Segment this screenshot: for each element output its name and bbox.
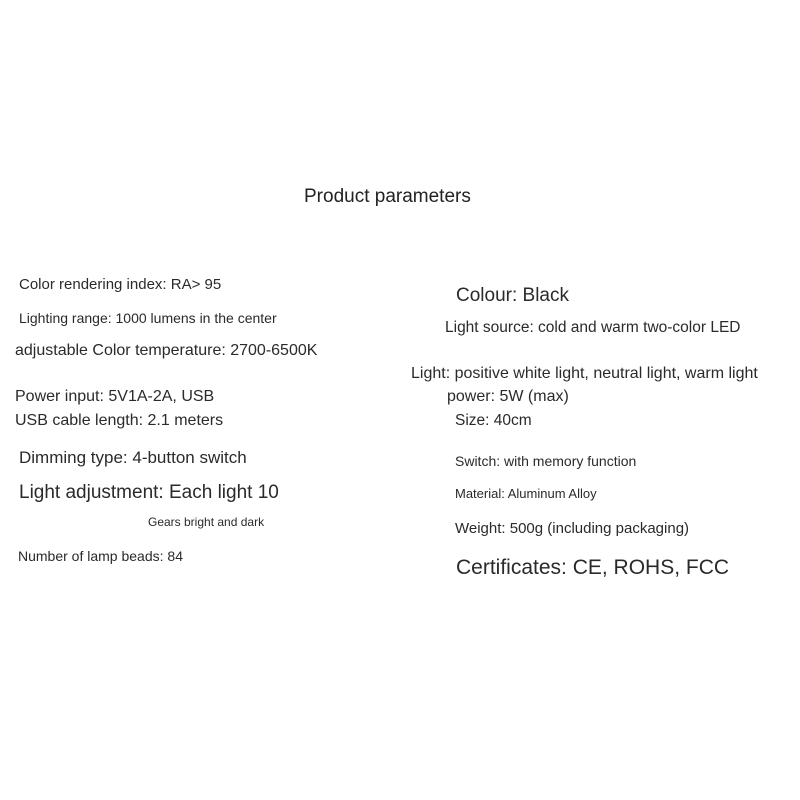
param-dimming-type: Dimming type: 4-button switch (19, 448, 247, 467)
param-certificates: Certificates: CE, ROHS, FCC (456, 556, 730, 579)
param-lighting-range: Lighting range: 1000 lumens in the center (19, 310, 277, 326)
param-light-modes: Light: positive white light, neutral light, warm light (411, 365, 758, 382)
param-usb-cable-length: USB cable length: 2.1 meters (15, 412, 224, 429)
param-size: Size: 40cm (455, 412, 532, 429)
param-colour: Colour: Black (456, 285, 569, 306)
param-light-source: Light source: cold and warm two-color LED (445, 319, 741, 336)
param-light-adjustment: Light adjustment: Each light 10 (19, 482, 279, 503)
param-weight: Weight: 500g (including packaging) (455, 520, 690, 537)
param-color-rendering-index: Color rendering index: RA> 95 (19, 276, 222, 293)
param-material: Material: Aluminum Alloy (455, 486, 597, 501)
param-lamp-beads: Number of lamp beads: 84 (18, 548, 183, 564)
page-title: Product parameters (304, 186, 471, 207)
param-light-adjustment-continued: Gears bright and dark (148, 515, 265, 529)
param-color-temperature: adjustable Color temperature: 2700-6500K (15, 342, 318, 359)
param-power: power: 5W (max) (447, 388, 569, 405)
param-power-input: Power input: 5V1A-2A, USB (15, 388, 215, 405)
param-switch: Switch: with memory function (455, 453, 637, 469)
